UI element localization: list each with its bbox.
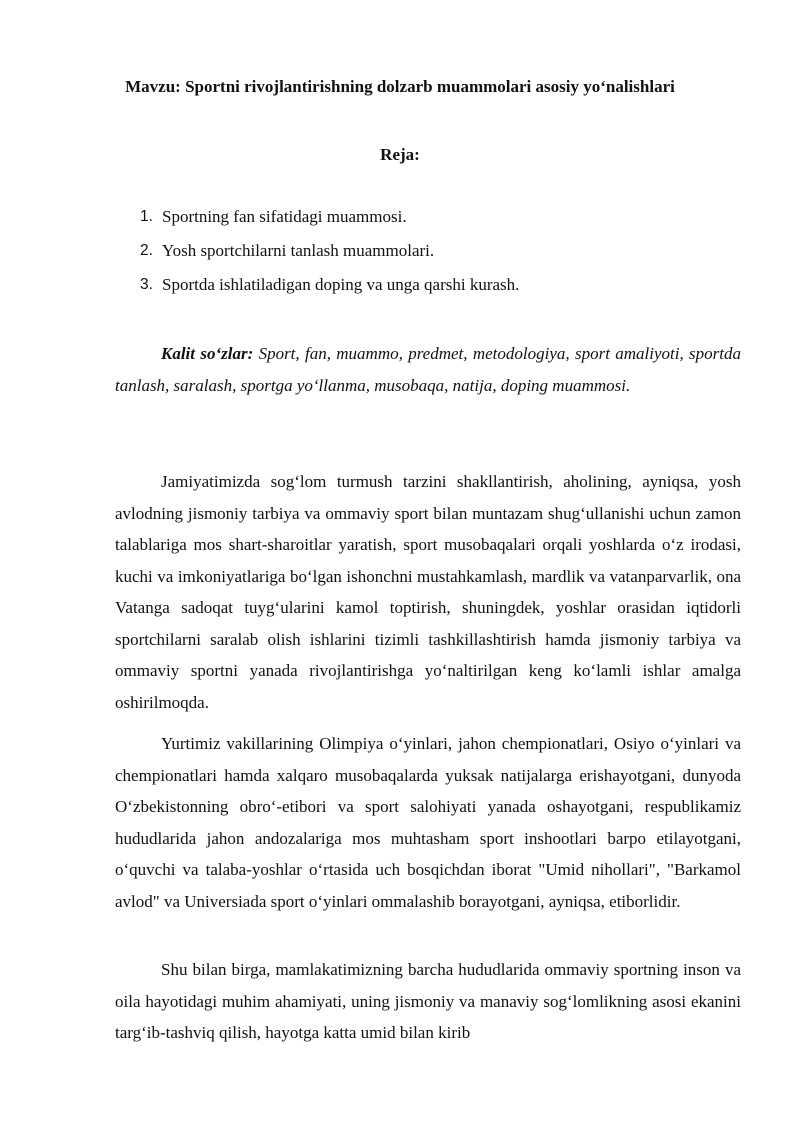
body-paragraph: Shu bilan birga, mamlakatimizning barcha hududlarida ommaviy sportning inson va oila hayotidagi muhim ahamiyati, uning jismoniy va manaviy sog‘lomlikning asosi ekanini targ‘ib-tashviq qilish, hayotga katta umid bilan kirib [115,960,741,1042]
plan-heading: Reja: [380,145,420,164]
plan-item-number: 2. [140,242,153,259]
plan-item [140,274,519,308]
plan-list [140,206,519,308]
plan-item-text: Sportning fan sifatidagi muammosi. [162,207,407,226]
plan-item-number: 3. [140,276,153,293]
plan-item-text: Sportda ishlatiladigan doping va unga qarshi kurash. [162,275,520,294]
plan-item-number: 1. [140,208,153,225]
plan-item [140,206,519,240]
keywords-label: Kalit so‘zlar: [161,344,254,363]
body-paragraph: Jamiyatimizda sog‘lom turmush tarzini shakllantirish, aholining, ayniqsa, yosh avlodning jismoniy tarbiya va ommaviy sport bilan muntazam shug‘ullanishi uchun zamon talablariga mos shart-sharoitlar yaratish, sport musobaqalari orqali yoshlarda o‘z irodasi, kuchi va imkoniyatlariga bo‘lgan ishonchni mustahkamlash, mardlik va vatanparvarlik, ona Vatanga sadoqat tuyg‘ularini kamol toptirish, shuningdek, yoshlar orasidan iqtidorli sportchilarni saralab olish ishlarini tizimli tashkillashtirish hamda jismoniy tarbiya va ommaviy sportni yanada rivojlantirishga yo‘naltirilgan keng ko‘lamli ishlar amalga oshirilmoqda. [115,472,741,712]
keywords-paragraph [115,338,741,401]
document-title: Mavzu: Sportni rivojlantirishning dolzarb muammolari asosiy yo‘nalishlari [125,77,675,96]
keywords-list: Sport, fan, muammo, predmet, metodologiya, sport amaliyoti, sportda tanlash, saralash, sportga yo‘llanma, musobaqa, natija, doping muammosi. [115,344,741,395]
plan-item-text: Yosh sportchilarni tanlash muammolari. [162,241,435,260]
body-paragraph: Yurtimiz vakillarining Olimpiya o‘yinlari, jahon chempionatlari, Osiyo o‘yinlari va chempionatlari hamda xalqaro musobaqalarda yuksak natijalarga erishayotgani, dunyoda O‘zbekistonning obro‘-etibori va sport salohiyati yanada oshayotgani, respublikamiz hududlarida jahon andozalariga mos muhtasham sport inshootlari barpo etilayotgani, o‘quvchi va talaba-yoshlar o‘rtasida uch bosqichdan iborat "Umid nihollari", "Barkamol avlod" va Universiada sport o‘yinlari ommalashib borayotgani, ayniqsa, etiborlidir. [115,734,741,911]
plan-item [140,240,519,274]
